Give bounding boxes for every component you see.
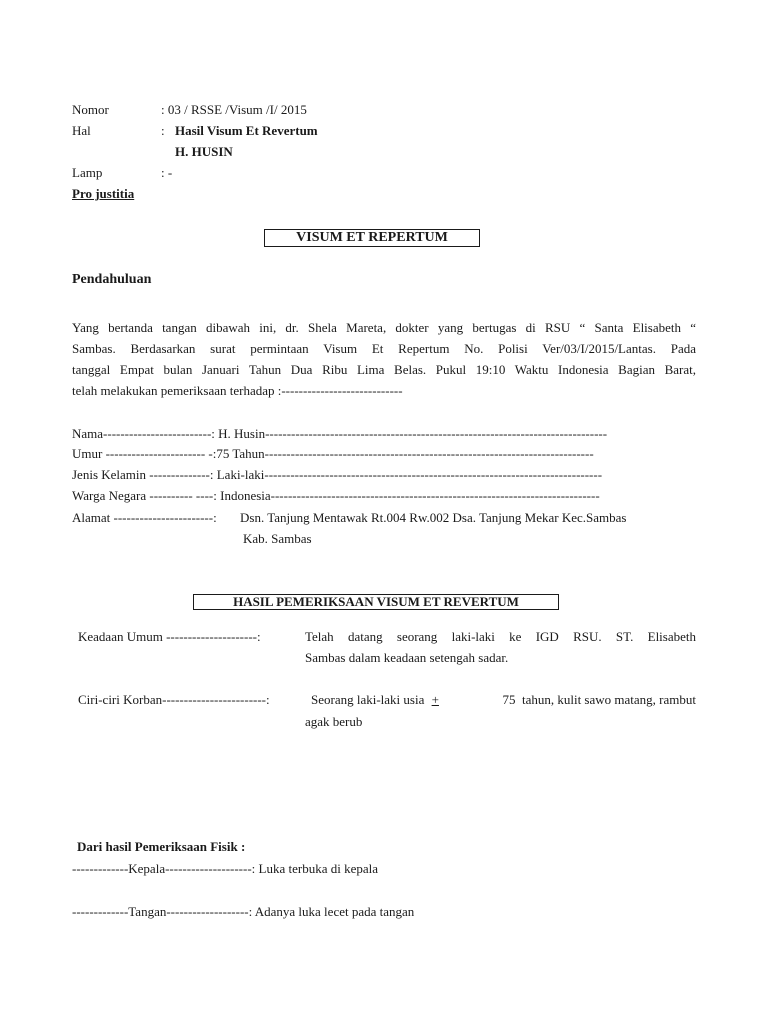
fisik-kepala: -------------Kepala--------------------: Luka terbuka di kepala	[72, 861, 379, 876]
hal-subject-line2: H. HUSIN	[175, 144, 233, 159]
hal-subject-line1: Hasil Visum Et Revertum	[175, 123, 318, 138]
ciri-korban-text-a: Seorang laki-laki usia	[311, 692, 425, 707]
hal-label: Hal	[72, 123, 91, 138]
identity-alamat-line1: Dsn. Tanjung Mentawak Rt.004 Rw.002 Dsa. Tanjung Mekar Kec.Sambas	[240, 510, 627, 525]
pro-justitia: Pro justitia	[72, 186, 135, 201]
pendahuluan-line-2: Sambas. Berdasarkan surat permintaan Visum Et Repertum No. Polisi Ver/03/I/2015/Lantas. Pada	[72, 341, 696, 356]
plus-minus-symbol: +	[431, 692, 439, 707]
hasil-title: HASIL PEMERIKSAAN VISUM ET REVERTUM	[193, 594, 559, 610]
ciri-korban-line1	[311, 692, 696, 708]
pendahuluan-line-1: Yang bertanda tangan dibawah ini, dr. Shela Mareta, dokter yang bertugas di RSU “ Santa Elisabeth “	[72, 320, 696, 335]
identity-alamat-line2: Kab. Sambas	[243, 531, 312, 546]
pendahuluan-heading: Pendahuluan	[72, 272, 152, 287]
identity-umur: Umur ----------------------- -:75 Tahun----------------------------------------------------------------------------	[72, 446, 594, 461]
hal-colon: :	[161, 123, 165, 138]
ciri-korban-text-b: 75 tahun, kulit sawo matang, rambut	[499, 692, 696, 707]
fisik-heading: Dari hasil Pemeriksaan Fisik :	[77, 839, 246, 854]
nomor-value: : 03 / RSSE /Visum /I/ 2015	[161, 102, 307, 117]
identity-nama: Nama-------------------------: H. Husin-------------------------------------------------------------------------------	[72, 426, 608, 441]
identity-alamat-label: Alamat -----------------------:	[72, 510, 217, 525]
pendahuluan-line-4: telah melakukan pemeriksaan terhadap :----------------------------	[72, 383, 403, 398]
keadaan-umum-line1: Telah datang seorang laki-laki ke IGD RSU. ST. Elisabeth	[305, 629, 696, 644]
keadaan-umum-label: Keadaan Umum ---------------------:	[78, 629, 261, 644]
nomor-label: Nomor	[72, 102, 109, 117]
ciri-korban-line2: agak berub	[305, 714, 363, 729]
lamp-value: : -	[161, 165, 173, 180]
identity-jenis-kelamin: Jenis Kelamin --------------: Laki-laki------------------------------------------------------------------------------	[72, 467, 603, 482]
lamp-label: Lamp	[72, 165, 103, 180]
pendahuluan-line-3: tanggal Empat bulan Januari Tahun Dua Ribu Lima Belas. Pukul 19:10 Waktu Indonesia Bagian Barat,	[72, 362, 696, 377]
fisik-tangan: -------------Tangan-------------------: Adanya luka lecet pada tangan	[72, 904, 415, 919]
identity-warga-negara: Warga Negara ---------- ----: Indonesia----------------------------------------------------------------------------	[72, 488, 600, 503]
keadaan-umum-line2: Sambas dalam keadaan setengah sadar.	[305, 650, 509, 665]
document-title: VISUM ET REPERTUM	[264, 229, 480, 247]
ciri-korban-label: Ciri-ciri Korban------------------------:	[78, 692, 270, 707]
